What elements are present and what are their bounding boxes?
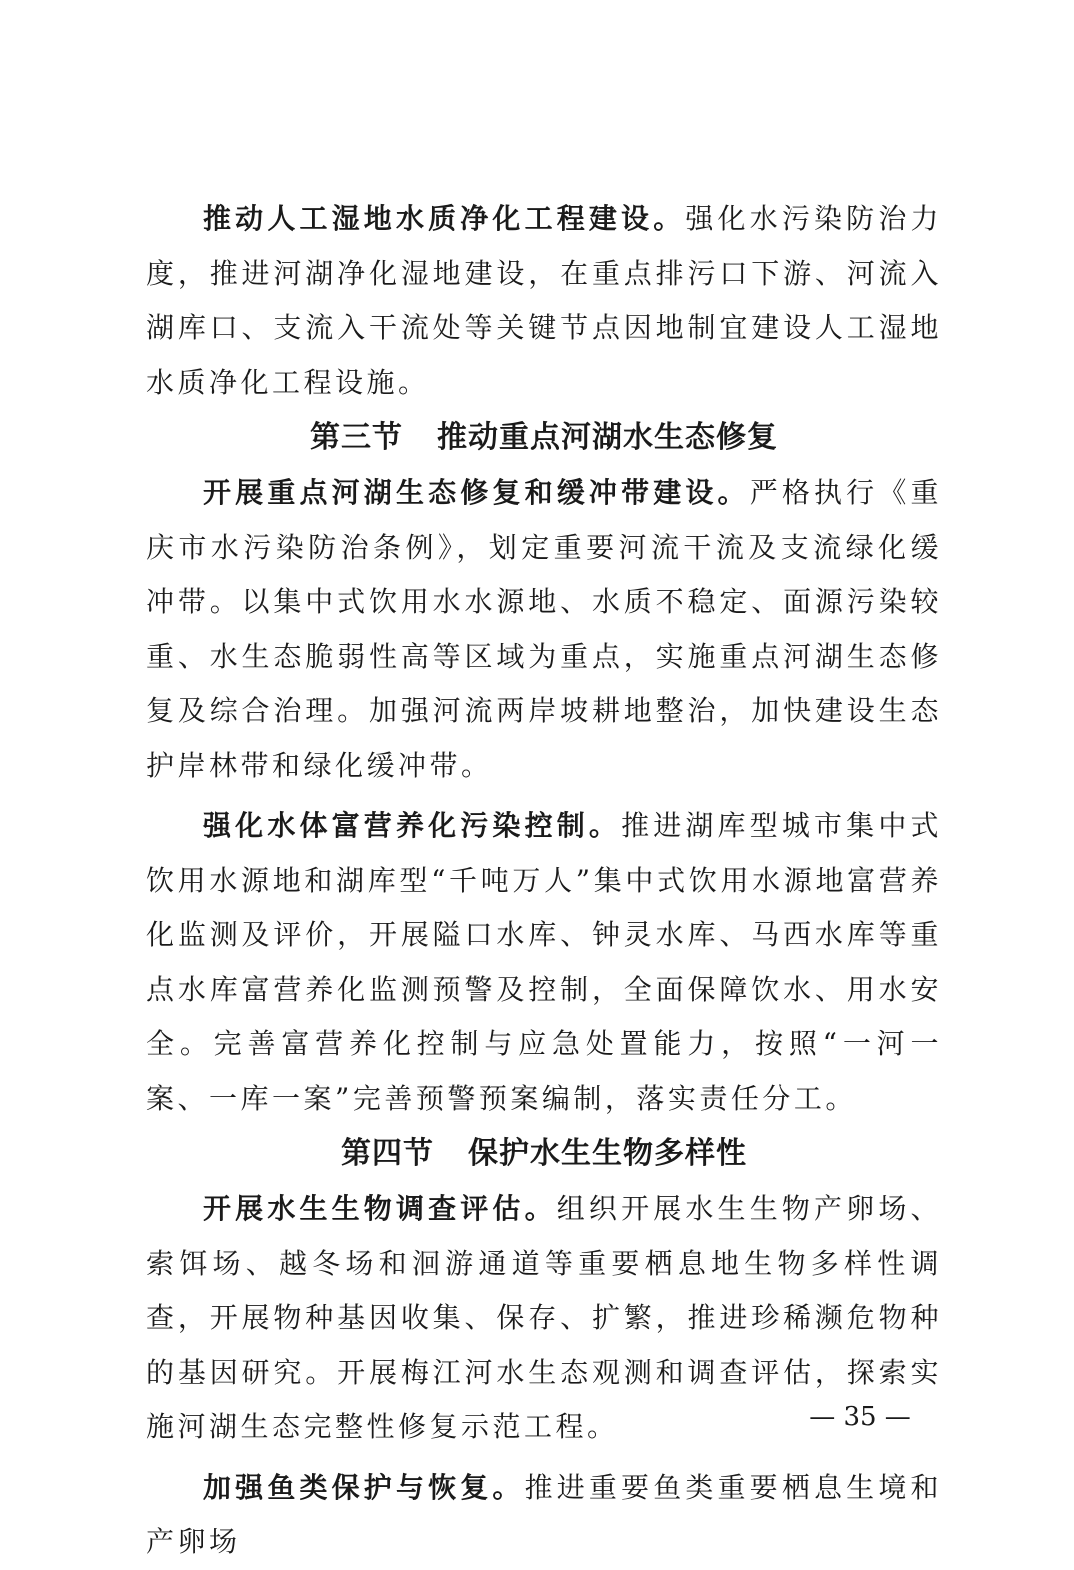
section-number: 第四节 [341, 1136, 434, 1171]
paragraph-wetland [146, 192, 942, 410]
section-number: 第三节 [310, 420, 403, 455]
section-heading-3 [146, 410, 942, 466]
section-title: 保护水生生物多样性 [468, 1136, 747, 1171]
paragraph-lead: 加强鱼类保护与恢复。 [203, 1470, 525, 1504]
paragraph-text: 严格执行《重庆市水污染防治条例》，划定重要河流干流及支流绿化缓冲带。以集中式饮用水水源地、水质不稳定、面源污染较重、水生态脆弱性高等区域为重点，实施重点河湖生态修复及综合治理。加强河流两岸坡耕地整治，加快建设生态护岸林带和绿化缓冲带。 [146, 476, 942, 782]
paragraph-fish-protection [146, 1461, 942, 1570]
paragraph-text: 推进湖库型城市集中式饮用水源地和湖库型“千吨万人”集中式饮用水源地富营养化监测及评价，开展隘口水库、钟灵水库、马西水库等重点水库富营养化监测预警及控制，全面保障饮水、用水安全。完善富营养化控制与应急处置能力，按照“一河一案、一库一案”完善预警预案编制，落实责任分工。 [146, 809, 942, 1115]
paragraph-text: 组织开展水生生物产卵场、索饵场、越冬场和洄游通道等重要栖息地生物多样性调查，开展物种基因收集、保存、扩繁，推进珍稀濒危物种的基因研究。开展梅江河水生态观测和调查评估，探索实施河湖生态完整性修复示范工程。 [146, 1192, 942, 1443]
paragraph-buffer-zone [146, 466, 942, 793]
paragraph-text: 强化水污染防治力度，推进河湖净化湿地建设，在重点排污口下游、河流入湖库口、支流入干流处等关键节点因地制宜建设人工湿地水质净化工程设施。 [146, 202, 942, 399]
paragraph-text: 推进重要鱼类重要栖息生境和产卵场 [146, 1470, 942, 1558]
section-heading-4 [146, 1126, 942, 1182]
paragraph-lead: 推动人工湿地水质净化工程建设。 [203, 202, 686, 235]
paragraph-lead: 开展重点河湖生态修复和缓冲带建设。 [203, 476, 750, 509]
section-title: 推动重点河湖水生态修复 [437, 420, 778, 455]
paragraph-lead: 强化水体富营养化污染控制。 [203, 809, 622, 842]
paragraph-eutrophication [146, 799, 942, 1126]
page-number: — 35 — [809, 1402, 911, 1432]
paragraph-lead: 开展水生生物调查评估。 [203, 1192, 557, 1225]
page-body [146, 192, 942, 1570]
